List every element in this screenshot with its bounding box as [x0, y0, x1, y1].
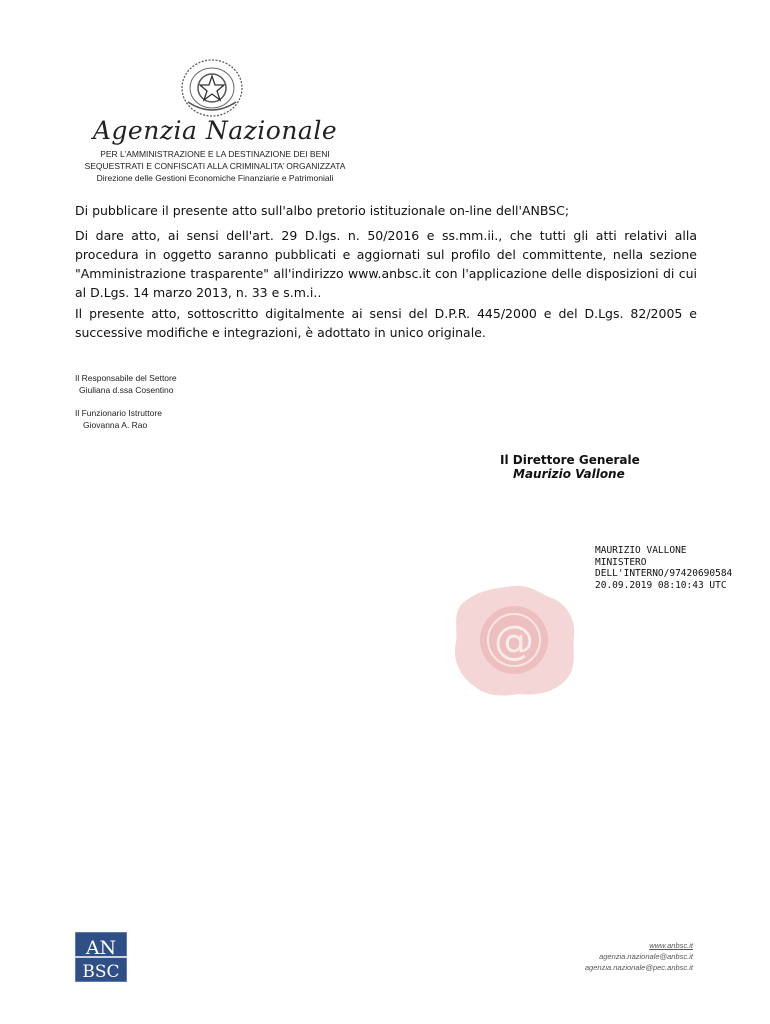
signature-line: MINISTERO [595, 556, 647, 568]
signature-line: DELL'INTERNO/97420690584 [595, 568, 733, 579]
signature-line: MAURIZIO VALLONE [595, 545, 687, 556]
agency-subtitle-line-1: PER L’AMMINISTRAZIONE E LA DESTINAZIONE DEI BENI [100, 149, 330, 159]
logo-text-top: AN [85, 937, 117, 959]
email-address[interactable]: agenzia.nazionale@anbsc.it [599, 952, 693, 961]
department-name: Direzione delle Gestioni Economiche Finanziarie e Patrimoniali [96, 173, 334, 183]
logo-text-bottom: BSC [82, 962, 120, 982]
paragraph-transparency: Di dare atto, ai sensi dell'art. 29 D.lgs. n. 50/2016 e ss.mm.ii., che tutti gli atti relativi alla procedura in oggetto saranno pubblicati e aggiornati sul profilo del committente, nella sezione "Amministrazione trasparente" all'indirizzo www.anbsc.it con l'applicazione delle disposizioni di cui al D.Lgs. 14 marzo 2013, n. 33 e s.m.i.. [75, 228, 697, 300]
digital-signature-block [595, 545, 732, 591]
director-name: Maurizio Vallone [513, 467, 625, 481]
responsabile-name: Giuliana d.ssa Cosentino [79, 385, 174, 395]
agency-name: Agenzia Nazionale [92, 116, 338, 145]
director-title: Il Direttore Generale [500, 453, 640, 467]
responsabile-title: Il Responsabile del Settore [75, 373, 177, 383]
funzionario-title: Il Funzionario Istruttore [75, 408, 162, 418]
signature-line: 20.09.2019 08:10:43 UTC [595, 579, 727, 591]
anbsc-logo-icon [75, 932, 127, 982]
funzionario-name: Giovanna A. Rao [83, 420, 148, 430]
pec-address[interactable]: agenzia.nazionale@pec.anbsc.it [584, 963, 693, 972]
website-link[interactable]: www.anbsc.it [649, 941, 693, 950]
italian-republic-emblem-icon [180, 58, 244, 118]
agency-subtitle-line-2: SEQUESTRATI E CONFISCATI ALLA CRIMINALITA’ ORGANIZZATA [84, 161, 346, 171]
paragraph-digital-signature: Il presente atto, sottoscritto digitalmente ai sensi del D.P.R. 445/2000 e del D.Lgs. 82/2005 e successive modifiche e integrazioni, è adottato in unico originale. [75, 306, 697, 340]
footer-contacts [585, 940, 693, 973]
paragraph-publication: Di pubblicare il presente atto sull'albo pretorio istituzionale on-line dell'ANBSC; [75, 203, 570, 218]
svg-text:@: @ [494, 618, 534, 664]
wax-seal-watermark-icon [448, 580, 580, 700]
